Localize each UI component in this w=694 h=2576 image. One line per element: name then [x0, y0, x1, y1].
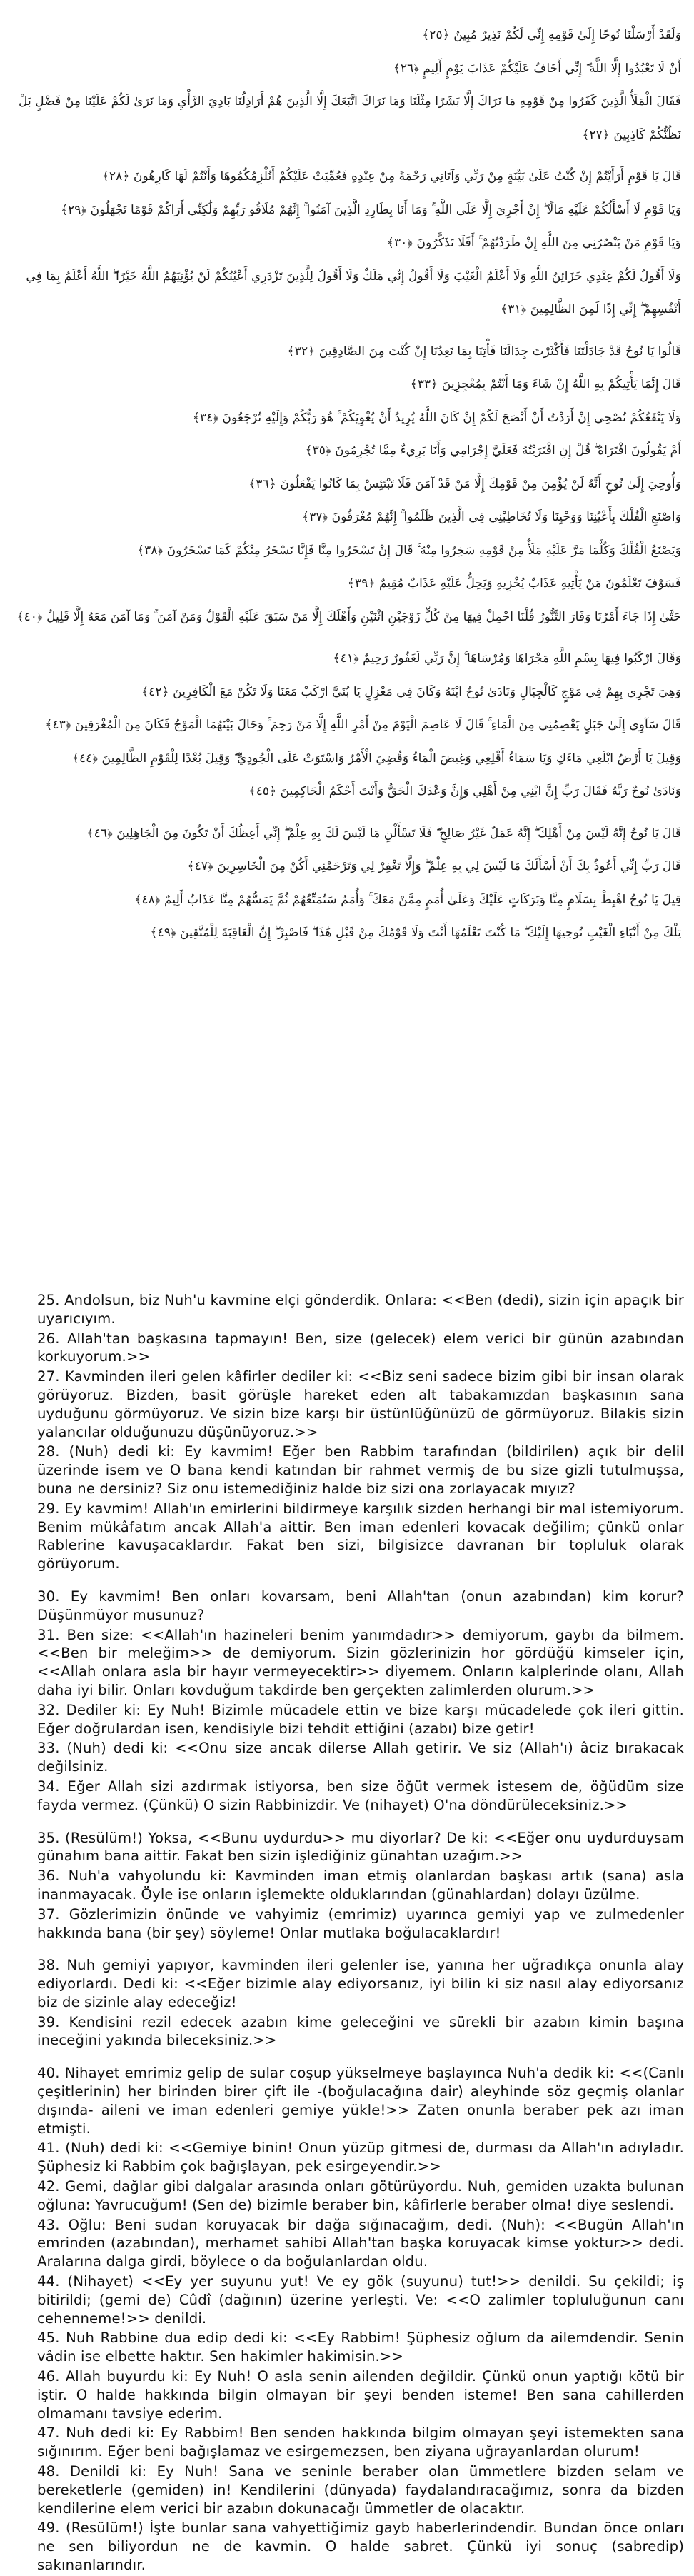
verse-36: 36. Nuh'a vahyolundu ki: Kavminden iman etmiş olanlardan başkası artık (sana) asla inanmayacak. Öyle ise onların işlemekte olduklarından (günahlardan) dolayı üzülme.: [37, 1868, 684, 1903]
verse-44: 44. (Nihayet) <<Ey yer suyunu yut! Ve ey gök (suyunu) tut!>> denildi. Su çekildi; iş bitirildi; (gemi de) Cûdî (dağının) üzerine yerleşti. Ve: <<O zalimler topluluğunun canı cehenneme!>> denildi.: [37, 2273, 684, 2327]
arabic-line: وَقِيلَ يَا أَرْضُ ابْلَعِي مَاءَكِ وَيَا سَمَاءُ أَقْلِعِي وَغِيضَ الْمَاءُ وَقُضِيَ الْأَمْرُ وَاسْتَوَتْ عَلَى الْجُودِيِّ ۖ وَقِيلَ بُعْدًا لِلْقَوْمِ الظَّالِمِينَ ﴿٤٤﴾: [71, 751, 681, 766]
verse-27: 27. Kavminden ileri gelen kâfirler dediler ki: <<Biz seni sadece bizim gibi bir insan olarak görüyoruz. Bizden, basit görüşle hareket eden alt tabakamızdan başkasının sana uyduğunu görmüyoruz. Ve sizin bize karşı bir üstünlüğünüzü de görmüyoruz. Bilakis sizin yalancılar olduğunuzu düşünüyoruz.>>: [37, 1368, 684, 1440]
arabic-line: حَتَّىٰ إِذَا جَاءَ أَمْرُنَا وَفَارَ التَّنُّورُ قُلْنَا احْمِلْ فِيهَا مِنْ كُلٍّ زَوْجَيْنِ اثْنَيْنِ وَأَهْلَكَ إِلَّا مَنْ سَبَقَ عَلَيْهِ الْقَوْلُ وَمَنْ آمَنَ ۚ وَمَا آمَنَ مَعَهُ إِلَّا قَلِيلٌ ﴿٤٠﴾: [16, 609, 681, 624]
arabic-line: وَلَا أَقُولُ لَكُمْ عِنْدِي خَزَائِنُ اللَّهِ وَلَا أَعْلَمُ الْغَيْبَ وَلَا أَقُولُ إِنِّي مَلَكٌ وَلَا أَقُولُ لِلَّذِينَ تَزْدَرِي أَعْيُنُكُمْ لَنْ يُؤْتِيَهُمُ اللَّهُ خَيْرًا ۖ اللَّهُ أَعْلَمُ بِمَا فِي: [26, 269, 681, 284]
verse-43: 43. Oğlu: Beni sudan koruyacak bir dağa sığınacağım, dedi. (Nuh): <<Bugün Allah'ın emrinden (azabından), merhamet sahibi Allah'tan başka koruyacak kimse yoktur>> dedi. Aralarına dalga girdi, böylece o da boğulanlardan oldu.: [37, 2216, 684, 2270]
arabic-line: قَالَ رَبِّ إِنِّي أَعُوذُ بِكَ أَنْ أَسْأَلَكَ مَا لَيْسَ لِي بِهِ عِلْمٌ ۖ وَإِلَّا تَغْفِرْ لِي وَتَرْحَمْنِي أَكُنْ مِنَ الْخَاسِرِينَ ﴿٤٧﴾: [187, 859, 681, 873]
arabic-line: فَقَالَ الْمَلَأُ الَّذِينَ كَفَرُوا مِنْ قَوْمِهِ مَا نَرَاكَ إِلَّا بَشَرًا مِثْلَنَا وَمَا نَرَاكَ اتَّبَعَكَ إِلَّا الَّذِينَ هُمْ أَرَاذِلُنَا بَادِيَ الرَّأْيِ وَمَا نَرَىٰ لَكُمْ عَلَيْنَا مِنْ فَضْلٍ بَلْ: [18, 94, 681, 109]
arabic-line: قَالَ يَا نُوحُ إِنَّهُ لَيْسَ مِنْ أَهْلِكَ ۖ إِنَّهُ عَمَلٌ غَيْرُ صَالِحٍ ۖ فَلَا تَسْأَلْنِ مَا لَيْسَ لَكَ بِهِ عِلْمٌ ۖ إِنِّي أَعِظُكَ أَنْ تَكُونَ مِنَ الْجَاهِلِينَ ﴿٤٦﴾: [86, 826, 681, 841]
verse-33: 33. (Nuh) dedi ki: <<Onu size ancak dilerse Allah getirir. Ve siz (Allah'ı) âciz bırakacak değilsiniz.: [37, 1740, 684, 1775]
verse-34: 34. Eğer Allah sizi azdırmak istiyorsa, ben size öğüt vermek istesem de, öğüdüm size fayda vermez. (Çünkü) O sizin Rabbinizdir. Ve (nihayet) O'na döndürüleceksiniz.>>: [37, 1778, 684, 1813]
arabic-line: أَمْ يَقُولُونَ افْتَرَاهُ ۖ قُلْ إِنِ افْتَرَيْتُهُ فَعَلَيَّ إِجْرَامِي وَأَنَا بَرِيءٌ مِمَّا تُجْرِمُونَ ﴿٣٥﴾: [305, 443, 681, 458]
verse-40: 40. Nihayet emrimiz gelip de sular coşup yükselmeye başlayınca Nuh'a dedik ki: <<(Canlı çeşitlerinin) her birinden birer çift ile -(boğulacağına dair) aleyhinde söz geçmiş olanlar dışında- aileni ve iman edenleri gemiye yükle!>> Zaten onunla beraber pek azı iman etmişti.: [37, 2065, 684, 2137]
verse-46: 46. Allah buyurdu ki: Ey Nuh! O asla senin ailenden değildir. Çünkü onun yaptığı kötü bir iştir. O halde hakkında bilgin olmayan bir şeyi benden isteme! Ben sana cahillerden olmamanı tavsiye ederim.: [37, 2368, 684, 2422]
arabic-line: وَيَا قَوْمِ لَا أَسْأَلُكُمْ عَلَيْهِ مَالًا ۖ إِنْ أَجْرِيَ إِلَّا عَلَى اللَّهِ ۚ وَمَا أَنَا بِطَارِدِ الَّذِينَ آمَنُوا ۚ إِنَّهُمْ مُلَاقُو رَبِّهِمْ وَلَٰكِنِّي أَرَاكُمْ قَوْمًا تَجْهَلُونَ ﴿٢٩﴾: [60, 202, 681, 217]
verse-38: 38. Nuh gemiyi yapıyor, kavminden ileri gelenler ise, yanına her uğradıkça onunla alay ediyorlardı. Dedi ki: <<Eğer bizimle alay ediyorsanız, iyi bilin ki siz nasıl alay ediyorsanız biz de sizinle alay edeceğiz!: [37, 1957, 684, 2010]
arabic-line: أَنْفُسِهِمْ ۖ إِنِّي إِذًا لَمِنَ الظَّالِمِينَ ﴿٣١﴾: [501, 302, 681, 316]
arabic-line: وَيَصْنَعُ الْفُلْكَ وَكُلَّمَا مَرَّ عَلَيْهِ مَلَأٌ مِنْ قَوْمِهِ سَخِرُوا مِنْهُ ۚ قَالَ إِنْ تَسْخَرُوا مِنَّا فَإِنَّا نَسْخَرُ مِنْكُمْ كَمَا تَسْخَرُونَ ﴿٣٨﴾: [137, 543, 681, 558]
arabic-line: قِيلَ يَا نُوحُ اهْبِطْ بِسَلَامٍ مِنَّا وَبَرَكَاتٍ عَلَيْكَ وَعَلَىٰ أُمَمٍ مِمَّنْ مَعَكَ ۚ وَأُمَمٌ سَنُمَتِّعُهُمْ ثُمَّ يَمَسُّهُمْ مِنَّا عَذَابٌ أَلِيمٌ ﴿٤٨﴾: [134, 892, 681, 907]
arabic-line: تِلْكَ مِنْ أَنْبَاءِ الْغَيْبِ نُوحِيهَا إِلَيْكَ ۖ مَا كُنْتَ تَعْلَمُهَا أَنْتَ وَلَا قَوْمُكَ مِنْ قَبْلِ هَٰذَا ۖ فَاصْبِرْ ۖ إِنَّ الْعَاقِبَةَ لِلْمُتَّقِينَ ﴿٤٩﴾: [150, 926, 681, 940]
arabic-line: قَالَ يَا قَوْمِ أَرَأَيْتُمْ إِنْ كُنْتُ عَلَىٰ بَيِّنَةٍ مِنْ رَبِّي وَآتَانِي رَحْمَةً مِنْ عِنْدِهِ فَعُمِّيَتْ عَلَيْكُمْ أَنُلْزِمُكُمُوهَا وَأَنْتُمْ لَهَا كَارِهُونَ ﴿٢٨﴾: [101, 169, 681, 184]
verse-47: 47. Nuh dedi ki: Ey Rabbim! Ben senden hakkında bilgim olmayan şeyi istemekten sana sığınırım. Eğer beni bağışlamaz ve esirgemezsen, ben ziyana uğrayanlardan olurum!: [37, 2425, 684, 2460]
verse-25: 25. Andolsun, biz Nuh'u kavmine elçi gönderdik. Onlara: <<Ben (dedi), sizin için apaçık bir uyarıcıyım.: [37, 1292, 684, 1327]
arabic-line: وَنَادَىٰ نُوحٌ رَبَّهُ فَقَالَ رَبِّ إِنَّ ابْنِي مِنْ أَهْلِي وَإِنَّ وَعْدَكَ الْحَقُّ وَأَنْتَ أَحْكَمُ الْحَاكِمِينَ ﴿٤٥﴾: [248, 784, 681, 798]
arabic-line: وَقَالَ ارْكَبُوا فِيهَا بِسْمِ اللَّهِ مَجْرَاهَا وَمُرْسَاهَا ۚ إِنَّ رَبِّي لَغَفُورٌ رَحِيمٌ ﴿٤١﴾: [333, 651, 681, 666]
verse-45: 45. Nuh Rabbine dua edip dedi ki: <<Ey Rabbim! Şüphesiz oğlum da ailemdendir. Senin vâdin ise elbette haktır. Sen hakimler hakimisin.>>: [37, 2330, 684, 2365]
arabic-line: قَالَ إِنَّمَا يَأْتِيكُمْ بِهِ اللَّهُ إِنْ شَاءَ وَمَا أَنْتُمْ بِمُعْجِزِينَ ﴿٣٣﴾: [410, 377, 681, 391]
verse-42: 42. Gemi, dağlar gibi dalgalar arasında onları götürüyordu. Nuh, gemiden uzakta bulunan oğluna: Yavrucuğum! (Sen de) bizimle beraber bin, kâfirlerle beraber olma! diye seslendi.: [37, 2178, 684, 2213]
arabic-line: وَيَا قَوْمِ مَنْ يَنْصُرُنِي مِنَ اللَّهِ إِنْ طَرَدْتُهُمْ ۚ أَفَلَا تَذَكَّرُونَ ﴿٣٠﴾: [386, 236, 681, 250]
verse-41: 41. (Nuh) dedi ki: <<Gemiye binin! Onun yüzüp gitmesi de, durması da Allah'ın adıyladır. Şüphesiz ki Rabbim çok bağışlayan, pek esirgeyendir.>>: [37, 2140, 684, 2175]
verse-48: 48. Denildi ki: Ey Nuh! Sana ve seninle beraber olan ümmetlere bizden selam ve bereketlerle (gemiden) in! Kendilerini (dünyada) faydalandıracağımız, sonra da bizden kendilerine elem verici bir azabın dokunacağı ümmetler de olacaktır.: [37, 2463, 684, 2517]
arabic-line: وَأُوحِيَ إِلَىٰ نُوحٍ أَنَّهُ لَنْ يُؤْمِنَ مِنْ قَوْمِكَ إِلَّا مَنْ قَدْ آمَنَ فَلَا تَبْتَئِسْ بِمَا كَانُوا يَفْعَلُونَ ﴿٣٦﴾: [248, 476, 681, 491]
arabic-line: وَلَا يَنْفَعُكُمْ نُصْحِي إِنْ أَرَدْتُ أَنْ أَنْصَحَ لَكُمْ إِنْ كَانَ اللَّهُ يُرِيدُ أَنْ يُغْوِيَكُمْ ۚ هُوَ رَبُّكُمْ وَإِلَيْهِ تُرْجَعُونَ ﴿٣٤﴾: [192, 410, 681, 425]
verse-32: 32. Dediler ki: Ey Nuh! Bizimle mücadele ettin ve bize karşı mücadelede çok ileri gittin. Eğer doğrulardan isen, kendisiyle bizi tehdit ettiğini (azabı) bize getir!: [37, 1701, 684, 1737]
verse-29: 29. Ey kavmim! Allah'ın emirlerini bildirmeye karşılık sizden herhangi bir mal istemiyorum. Benim mükâfatım ancak Allah'a aittir. Ben iman edenleri kovacak değilim; çünkü onlar Rablerine kavuşacaklardır. Fakat ben sizi, bilgisizce davranan bir topluluk olarak görüyorum.: [37, 1500, 684, 1573]
arabic-line: أَنْ لَا تَعْبُدُوا إِلَّا اللَّهَ ۖ إِنِّي أَخَافُ عَلَيْكُمْ عَذَابَ يَوْمٍ أَلِيمٍ ﴿٢٦﴾: [393, 61, 681, 76]
arabic-line: وَلَقَدْ أَرْسَلْنَا نُوحًا إِلَىٰ قَوْمِهِ إِنِّي لَكُمْ نَذِيرٌ مُبِينٌ ﴿٢٥﴾: [422, 28, 681, 42]
verse-30: 30. Ey kavmim! Ben onları kovarsam, beni Allah'tan (onun azabından) kim korur? Düşünmüyor musunuz?: [37, 1588, 684, 1623]
verse-35: 35. (Resülüm!) Yoksa, <<Bunu uydurdu>> mu diyorlar? De ki: <<Eğer onu uydurduysam günahım bana aittir. Fakat ben sizin işlediğiniz günahtan uzağım.>>: [37, 1829, 684, 1865]
arabic-line: وَهِيَ تَجْرِي بِهِمْ فِي مَوْجٍ كَالْجِبَالِ وَنَادَىٰ نُوحٌ ابْنَهُ وَكَانَ فِي مَعْزِلٍ يَا بُنَيَّ ارْكَبْ مَعَنَا وَلَا تَكُنْ مَعَ الْكَافِرِينَ ﴿٤٢﴾: [141, 684, 681, 699]
verse-39: 39. Kendisini rezil edecek azabın kime geleceğini ve sürekli bir azabın kimin başına ineceğini yakında bileceksiniz.>>: [37, 2013, 684, 2049]
arabic-line: وَاصْنَعِ الْفُلْكَ بِأَعْيُنِنَا وَوَحْيِنَا وَلَا تُخَاطِبْنِي فِي الَّذِينَ ظَلَمُوا ۚ إِنَّهُمْ مُغْرَقُونَ ﴿٣٧﴾: [302, 510, 681, 524]
verse-37: 37. Gözlerimizin önünde ve vahyimiz (emrimiz) uyarınca gemiyi yap ve zulmedenler hakkında bana (bir şey) söyleme! Onlar mutlaka boğulacaklardır!: [37, 1905, 684, 1941]
arabic-line: فَسَوْفَ تَعْلَمُونَ مَنْ يَأْتِيهِ عَذَابٌ يُخْزِيهِ وَيَحِلُّ عَلَيْهِ عَذَابٌ مُقِيمٌ ﴿٣٩﴾: [347, 576, 681, 591]
arabic-text-block: [0, 0, 694, 1278]
verse-28: 28. (Nuh) dedi ki: Ey kavmim! Eğer ben Rabbim tarafından (bildirilen) açık bir delil üzerinde isem ve O bana kendi katından bir rahmet vermiş de bu size gizli tutulmuşsa, buna ne dersiniz? Siz onu istemediğiniz halde biz sizi ona zorlayacak mıyız?: [37, 1443, 684, 1497]
arabic-line: قَالُوا يَا نُوحُ قَدْ جَادَلْتَنَا فَأَكْثَرْتَ جِدَالَنَا فَأْتِنَا بِمَا تَعِدُنَا إِنْ كُنْتَ مِنَ الصَّادِقِينَ ﴿٣٢﴾: [287, 344, 681, 359]
arabic-line: قَالَ سَآوِي إِلَىٰ جَبَلٍ يَعْصِمُنِي مِنَ الْمَاءِ ۚ قَالَ لَا عَاصِمَ الْيَوْمَ مِنْ أَمْرِ اللَّهِ إِلَّا مَنْ رَحِمَ ۚ وَحَالَ بَيْنَهُمَا الْمَوْجُ فَكَانَ مِنَ الْمُغْرَقِينَ ﴿٤٣﴾: [45, 718, 681, 732]
turkish-translation-block: [0, 1291, 694, 2576]
verse-49: 49. (Resülüm!) İşte bunlar sana vahyettiğimiz gayb haberlerindendir. Bundan önce onları ne sen biliyordun ne de kavmin. O halde sabret. Çünkü iyi sonuç (sabredip) sakınanlarındır.: [37, 2520, 684, 2573]
arabic-line: نَظُنُّكُمْ كَاذِبِينَ ﴿٢٧﴾: [582, 127, 681, 142]
verse-26: 26. Allah'tan başkasına tapmayın! Ben, size (gelecek) elem verici bir günün azabından korkuyorum.>>: [37, 1330, 684, 1365]
verse-31: 31. Ben size: <<Allah'ın hazineleri benim yanımdadır>> demiyorum, gaybı da bilmem. <<Ben bir meleğim>> de demiyorum. Sizin gözlerinizin hor gördüğü kimseler için, <<Allah onlara asla bir hayır vermeyecektir>> diyemem. Onların kalplerinde olanı, Allah daha iyi bilir. Onları kovduğum takdirde ben gerçekten zalimlerden olurum.>>: [37, 1626, 684, 1698]
